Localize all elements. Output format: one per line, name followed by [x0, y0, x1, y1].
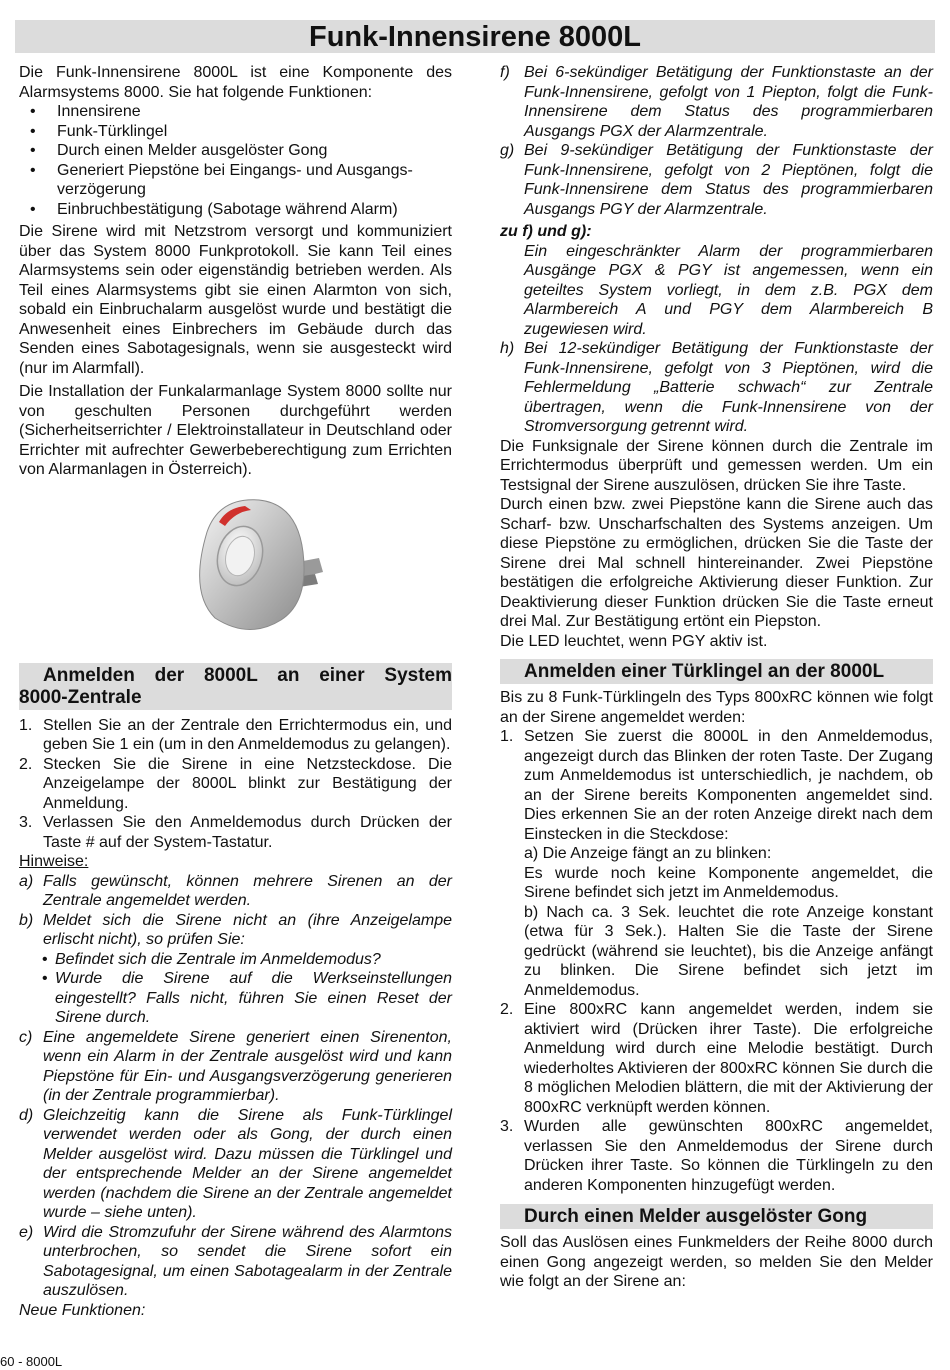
note-b: b) Meldet sich die Sirene nicht an (ihre Anzeigelampe erlischt nicht), so prüfen Sie:	[19, 911, 452, 948]
note-h: h) Bei 12-sekündiger Betätigung der Funktionstaste der Funk-Innensirene, gefolgt von 3 Pieptönen, wird die Fehlermeldung „Batterie schwach“ zur Zentrale übertragen, wenn die Funk-Innensirene von der Stromversorgung getrennt wird.	[500, 340, 933, 435]
note-g: g) Bei 9-sekündiger Betätigung der Funktionstaste der Funk-Innensirene, gefolgt von 2 Pieptönen, folgt die Funk-Innensirene dem Status des programmierbaren Ausgangs PGY der Alarmzentrale.	[500, 142, 933, 218]
right-column	[500, 63, 933, 1292]
doorbell-intro: Bis zu 8 Funk-Türklingeln des Typs 800xRC können wie folgt an der Sirene angemeldet werden:	[500, 689, 933, 726]
gong-paragraph: Soll das Auslösen eines Funkmelders der Reihe 8000 durch einen Gong angezeigt werden, so melden Sie den Melder wie folgt an der Sirene an:	[500, 1234, 933, 1290]
page-footer: 60 - 8000L	[0, 1354, 63, 1369]
list-item: 1. Setzen Sie zuerst die 8000L in den Anmeldemodus, angezeigt durch das Blinken der roten Taste. Der Zugang zum Anmeldemodus ist unterschiedlich, je nachdem, ob an der Sirene bereits Komponenten angemeldet sind. Dies erkennen Sie an der roten Anzeige direkt nach dem Einstecken in die Steckdose:	[500, 728, 933, 843]
fg-paragraph: Ein eingeschränkter Alarm der programmierbaren Ausgänge PGX & PGY ist angemessen, wenn ein geteiltes System vorliegt, in dem z.B. PGX dem Alarmbereich A und PGY dem Alarmbereich B zugewiesen wird.	[524, 242, 933, 338]
note-c: c) Eine angemeldete Sirene generiert einen Sirenenton, wenn ein Alarm in der Zentrale ausgelöst wird und kann Piepstöne für Ein- und Ausgangsverzögerung generieren (in der Zentrale programmierbar).	[19, 1028, 452, 1104]
siren-image	[19, 492, 452, 647]
function-list	[19, 102, 452, 219]
step-detail-a: a) Die Anzeige fängt an zu blinken:	[524, 845, 772, 862]
step-detail-a-text: Es wurde noch keine Komponente angemeldet, die Sirene befindet sich jetzt im Anmeldemodus.	[524, 864, 933, 901]
section-heading-registration	[19, 663, 452, 710]
list-item: • Wurde die Sirene auf die Werkseinstellungen eingestellt? Falls nicht, führen Sie einen Reset der Sirene durch.	[19, 969, 452, 1028]
installation-paragraph: Die Installation der Funkalarmanlage System 8000 sollte nur von geschulten Personen durchgeführt werden (Sicherheitserrichter / Elektroinstallateur in Deutschland oder Errichter mit aufrechter Gewerbeberechtigung zum Errichten von Alarmanlagen in Österreich).	[19, 383, 452, 478]
note-e: e) Wird die Stromzufuhr der Sirene während des Alarmtons unterbrochen, so sendet die Sirene sofort ein Sabotagesignal, um einen Sabotagealarm in der Zentrale auszulösen.	[19, 1223, 452, 1299]
list-item: 2. Stecken Sie die Sirene in eine Netzsteckdose. Die Anzeigelampe der 8000L blinkt zur Bestätigung der Anmeldung.	[19, 755, 452, 812]
list-item: • Funk-Türklingel	[19, 122, 452, 142]
siren-illustration	[19, 492, 452, 647]
note-d: d) Gleichzeitig kann die Sirene als Funk-Türklingel verwendet werden oder als Gong, der durch einen Melder ausgelöst wird. Dazu müssen die Türklingel und der entsprechende Melder an der Sirene angemeldet werden (nachdem die Sirene an der Zentrale angemeldet wurde – siehe unten).	[19, 1106, 452, 1221]
led-paragraph: Die LED leuchtet, wenn PGY aktiv ist.	[500, 632, 768, 650]
intro-paragraph: Die Funk-Innensirene 8000L ist eine Komponente des Alarmsystems 8000. Sie hat folgende Funktionen:	[19, 64, 452, 101]
left-column	[19, 63, 452, 1320]
fg-label: zu f) und g):	[500, 223, 592, 240]
list-item: 1. Stellen Sie an der Zentrale den Errichtermodus ein, und geben Sie 1 ein (um in den Anmeldemodus zu gelangen).	[19, 716, 452, 753]
list-item: • Innensirene	[19, 102, 452, 122]
step-detail-b: b) Nach ca. 3 Sek. leuchtet die rote Anzeige konstant (etwa für 3 Sek.). Halten Sie die Taste der Sirene gedrückt (während sie leuchtet), bis die Anzeige anfängt zu blinken. Die Sirene befindet sich jetzt im Anmeldemodus.	[524, 903, 933, 999]
note-a: a) Falls gewünscht, können mehrere Sirenen an der Zentrale angemeldet werden.	[19, 872, 452, 909]
list-item: • Befindet sich die Zentrale im Anmeldemodus?	[19, 950, 452, 970]
list-item: 3. Verlassen Sie den Anmeldemodus durch Drücken der Taste # auf der System-Tastatur.	[19, 814, 452, 851]
section-heading-line: 8000-Zentrale	[19, 686, 142, 708]
list-item: • Durch einen Melder ausgelöster Gong	[19, 141, 452, 161]
power-paragraph: Die Sirene wird mit Netzstrom versorgt und kommuniziert über das System 8000 Funkprotokoll. Sie kann Teil eines Alarmsystems sein oder eigenständig betrieben werden. Als Teil eines Alarmsystems gibt sie einen Alarmton von sich, sobald ein Einbruchalarm ausgelöst wurde und bestätigt die Anwesenheit eines Einbrechers im Gebäude durch das Senden eines Sabotagesignals, wenn sie ausgesteckt wird (nur im Alarmfall).	[19, 223, 452, 377]
notes-label: Hinweise:	[19, 853, 89, 870]
section-heading-gong: Durch einen Melder ausgelöster Gong	[500, 1204, 933, 1229]
page-title: Funk-Innensirene 8000L	[15, 20, 935, 53]
list-item: • Generiert Piepstöne bei Eingangs- und Ausgangs-verzögerung	[19, 161, 452, 200]
signals-paragraph: Die Funksignale der Sirene können durch die Zentrale im Errichtermodus überprüft und gemessen werden. Um ein Testsignal der Sirene auszulösen, drücken Sie ihre Taste.	[500, 437, 933, 494]
new-functions-label: Neue Funktionen:	[19, 1301, 146, 1319]
list-item: 2. Eine 800xRC kann angemeldet werden, indem sie aktiviert wird (Drücken ihrer Taste). Die erfolgreiche Anmeldung wird durch eine Melodie bestätigt. Durch wiederholtes Aktivieren der 800xRC können Sie durch die 8 möglichen Melodien blättern, die mit der Aktivierung der 800xRC verknüpft werden können.	[500, 1001, 933, 1116]
note-f: f) Bei 6-sekündiger Betätigung der Funktionstaste an der Funk-Innensirene, gefolgt von 1 Piepton, folgt die Funk-Innensirene dem Status des programmierbaren Ausgangs PGX der Alarmzentrale.	[500, 64, 933, 140]
section-heading-doorbell: Anmelden einer Türklingel an der 8000L	[500, 659, 933, 684]
registration-steps	[19, 716, 452, 853]
list-item: 3. Wurden alle gewünschten 800xRC angemeldet, verlassen Sie den Anmeldemodus der Sirene durch Drücken ihrer Taste. So können die Türklingeln zu den anderen Komponenten hinzugefügt werden.	[500, 1118, 933, 1194]
list-item: • Einbruchbestätigung (Sabotage während Alarm)	[19, 200, 452, 220]
beeps-paragraph: Durch einen bzw. zwei Piepstöne kann die Sirene auch das Scharf- bzw. Unscharfschalten des Systems anzeigen. Um diese Piepstöne zu ermöglichen, drücken Sie die Taste der Sirene drei Mal schnell hintereinander. Zwei Piepstöne bestätigen die erfolgreiche Aktivierung dieser Funktion. Zur Deaktivierung dieser Funktion drücken Sie die Taste erneut drei Mal. Zur Bestätigung ertönt ein Piepston.	[500, 496, 933, 630]
section-heading-line: Anmelden der 8000L an einer System	[43, 664, 452, 686]
